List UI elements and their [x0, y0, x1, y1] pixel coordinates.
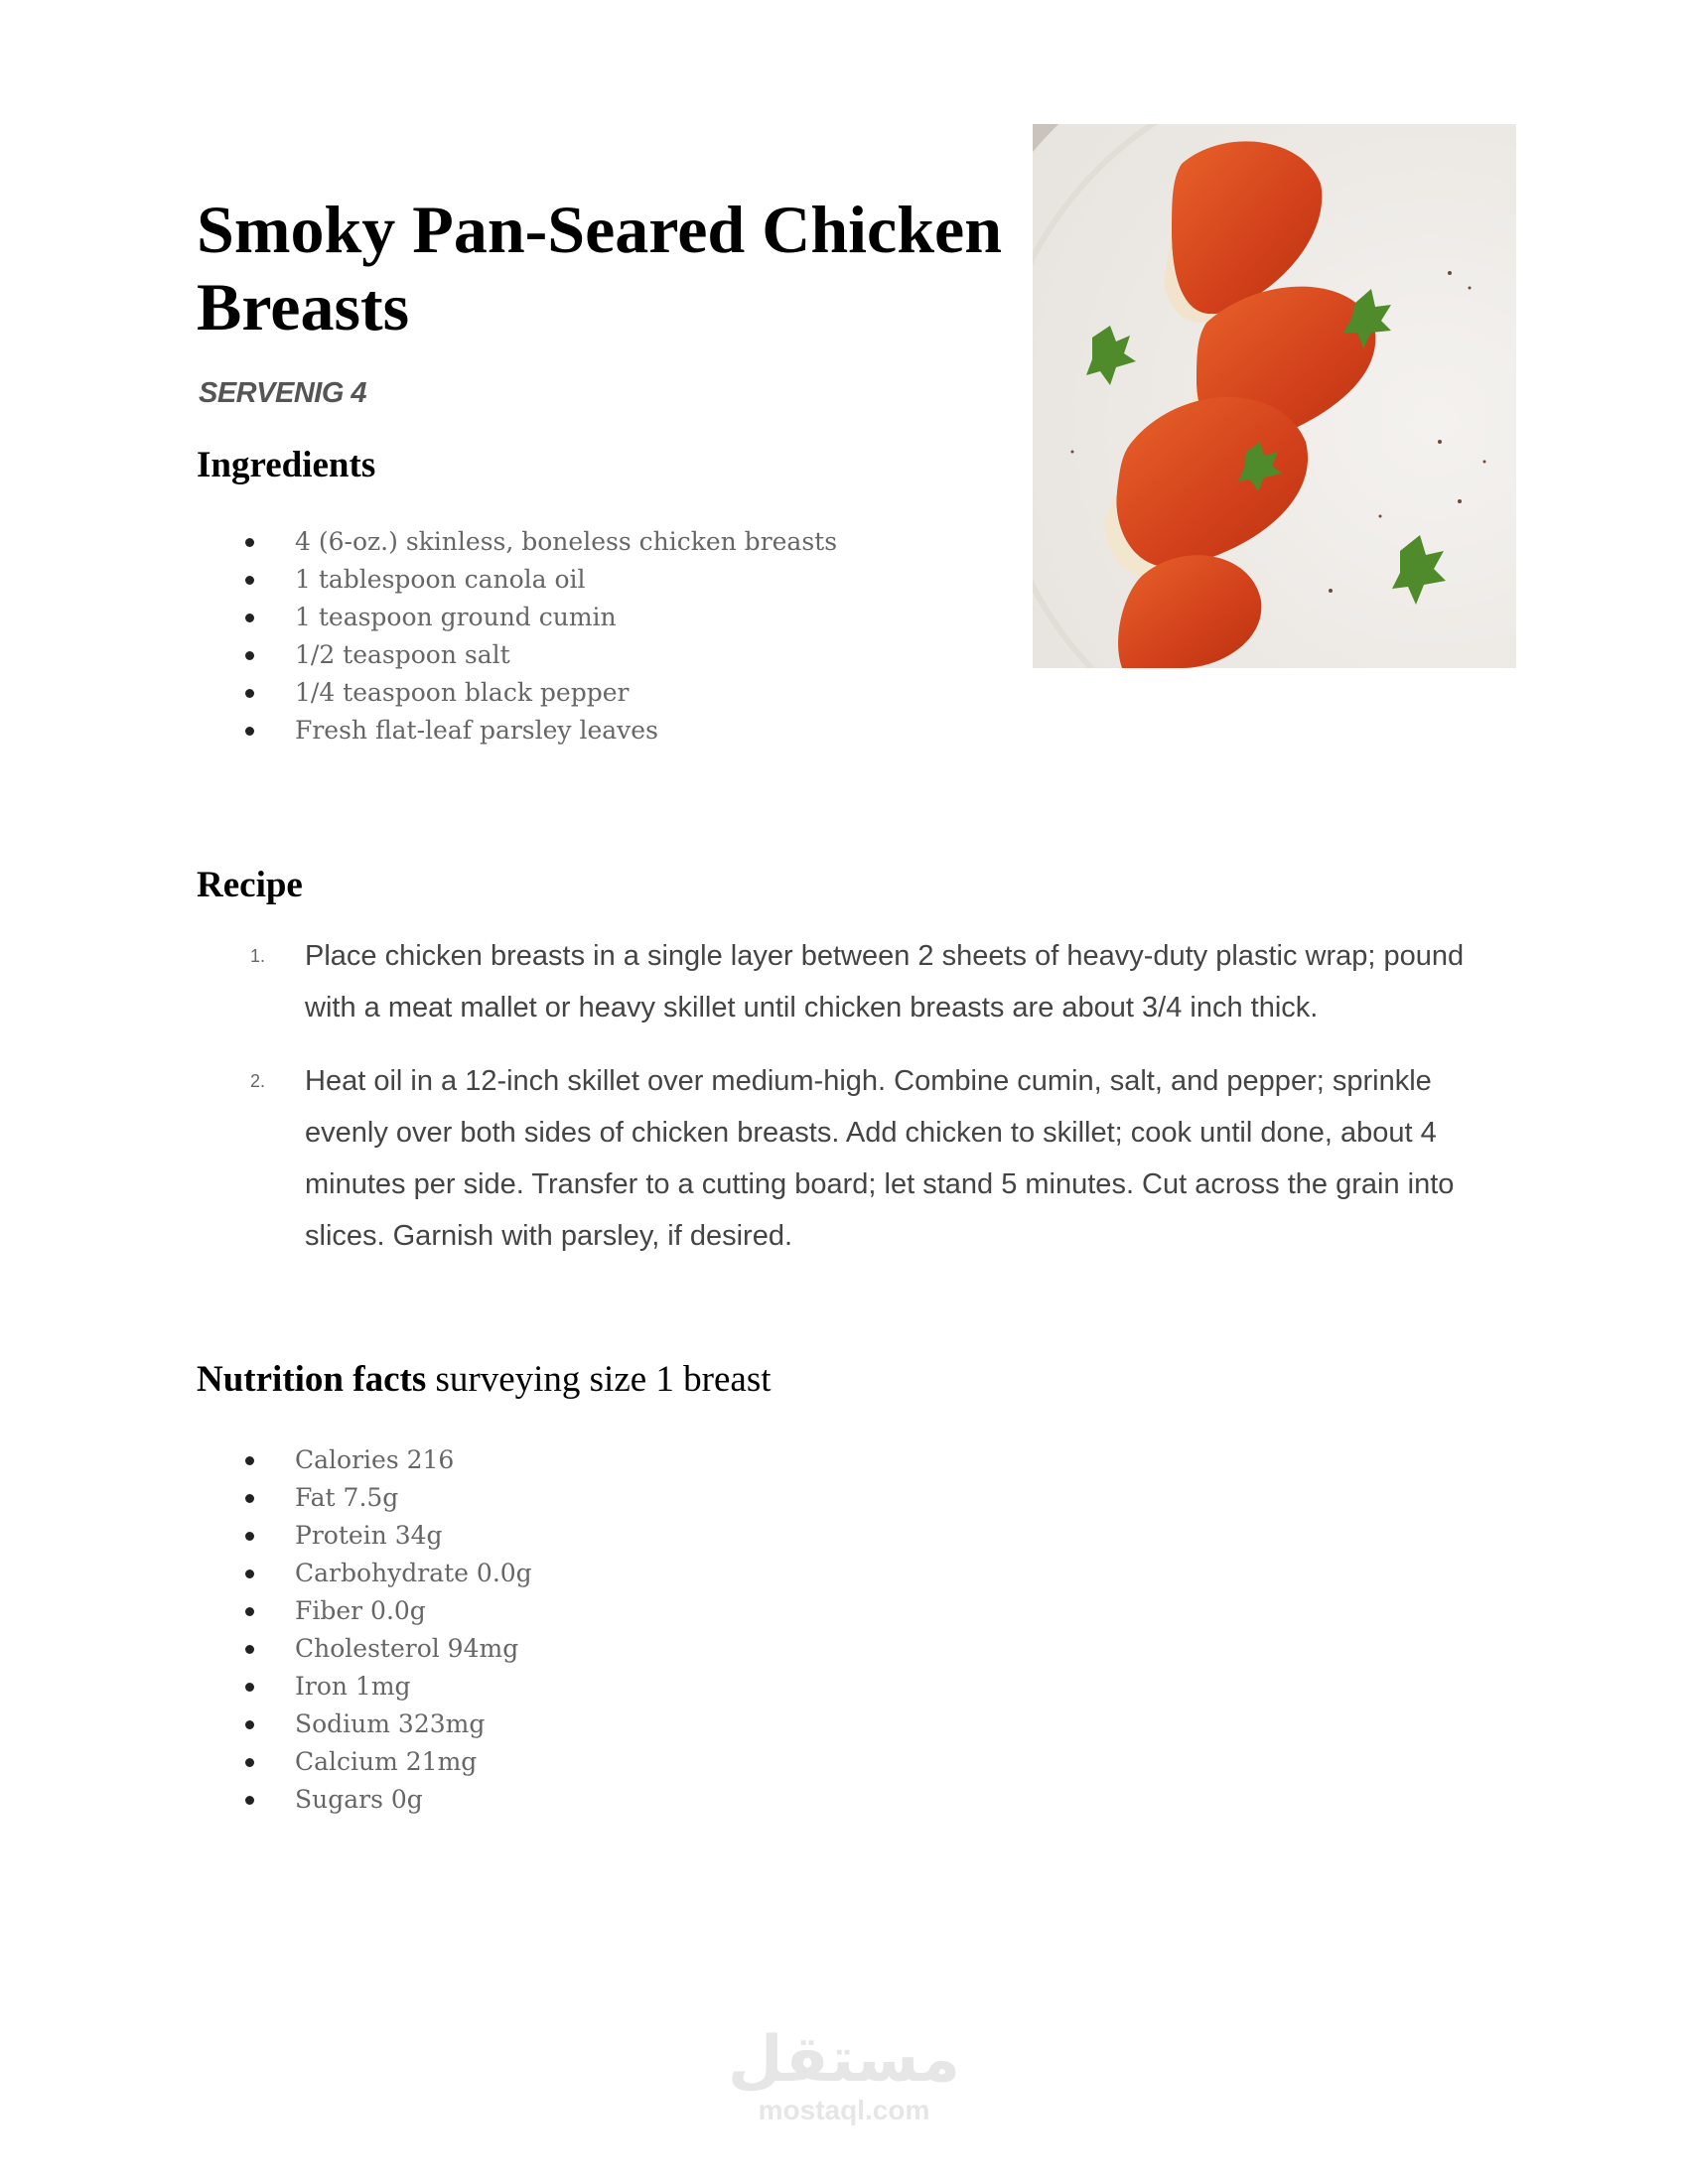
nutrition-item: Sugars 0g: [197, 1781, 532, 1819]
step-text: Place chicken breasts in a single layer between 2 sheets of heavy-duty plastic wrap; pound with a meat mallet or heavy skillet until chicken breasts are about 3/4 inch thick.: [305, 940, 1465, 1024]
nutrition-item: Iron 1mg: [197, 1668, 532, 1706]
watermark-latin: mostaql.com: [758, 2095, 930, 2125]
serving-size-note: surveying size 1 breast: [435, 1359, 772, 1400]
nutrition-list: [197, 1441, 532, 1819]
nutrition-item: Fiber 0.0g: [197, 1592, 532, 1630]
ingredients-list: [197, 523, 837, 750]
bullet-icon: [245, 1683, 254, 1692]
nutrition-item: Calcium 21mg: [197, 1743, 532, 1781]
chicken-photo: [1033, 124, 1516, 668]
step-text: Heat oil in a 12-inch skillet over medium-high. Combine cumin, salt, and pepper; sprinkle evenly over both sides of chicken breasts. Add chicken to skillet; cook until done, about 4 minutes per side. Transfer to a cutting board; let stand 5 minutes. Cut across the grain into slices. Garnish with parsley, if desired.: [305, 1065, 1455, 1252]
step-number: 1.: [250, 946, 266, 966]
recipe-heading: Recipe: [197, 865, 303, 905]
bullet-icon: [245, 651, 254, 660]
bullet-icon: [245, 1720, 254, 1729]
nutrition-item: Fat 7.5g: [197, 1479, 532, 1517]
nutrition-heading: [197, 1358, 772, 1402]
bullet-icon: [245, 1645, 254, 1654]
bullet-icon: [245, 689, 254, 698]
nutrition-item: Cholesterol 94mg: [197, 1630, 532, 1668]
bullet-icon: [245, 1494, 254, 1503]
nutrition-item: Sodium 323mg: [197, 1706, 532, 1743]
bullet-icon: [245, 1532, 254, 1541]
bullet-icon: [245, 538, 254, 547]
chicken-illustration: [1033, 124, 1516, 668]
nutrition-item: Calories 216: [197, 1441, 532, 1479]
mostaql-watermark: [695, 2025, 993, 2126]
ingredients-heading: Ingredients: [197, 445, 376, 485]
recipe-title: Smoky Pan-Seared Chicken Breasts: [197, 192, 1003, 344]
recipe-steps: [197, 930, 1477, 1284]
ingredient-item: Fresh flat-leaf parsley leaves: [197, 712, 837, 750]
bullet-icon: [245, 1570, 254, 1578]
bullet-icon: [245, 614, 254, 622]
recipe-step: [197, 930, 1477, 1033]
ingredient-item: 1 teaspoon ground cumin: [197, 599, 837, 636]
recipe-step: [197, 1055, 1477, 1262]
ingredient-item: 4 (6-oz.) skinless, boneless chicken breasts: [197, 523, 837, 561]
bullet-icon: [245, 1796, 254, 1805]
nutrition-title: Nutrition facts: [197, 1359, 427, 1400]
bullet-icon: [245, 576, 254, 585]
bullet-icon: [245, 1456, 254, 1465]
bullet-icon: [245, 727, 254, 736]
serving-count: SERVENIG 4: [199, 377, 367, 409]
bullet-icon: [245, 1758, 254, 1767]
ingredient-item: 1/2 teaspoon salt: [197, 636, 837, 674]
step-number: 2.: [250, 1071, 266, 1091]
ingredient-item: 1/4 teaspoon black pepper: [197, 674, 837, 712]
bullet-icon: [245, 1607, 254, 1616]
nutrition-item: Carbohydrate 0.0g: [197, 1555, 532, 1592]
watermark-arabic: مستقل: [727, 2023, 961, 2097]
nutrition-item: Protein 34g: [197, 1517, 532, 1555]
ingredient-item: 1 tablespoon canola oil: [197, 561, 837, 599]
